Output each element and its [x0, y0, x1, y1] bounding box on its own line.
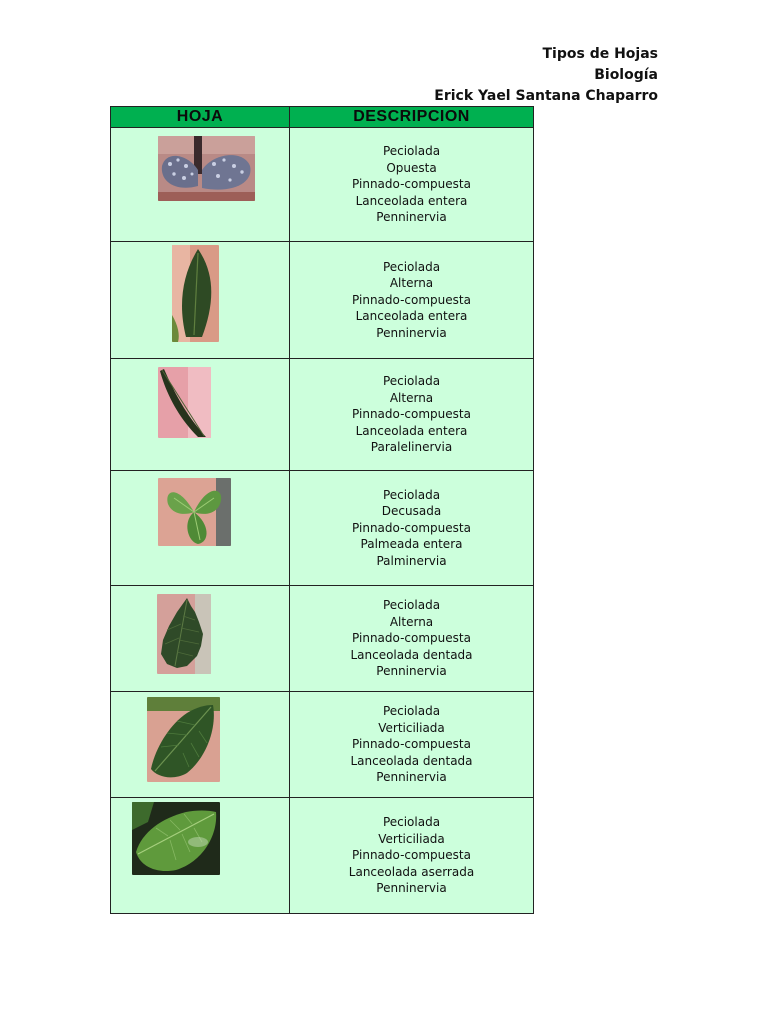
description-line: Paralelinervia [370, 440, 453, 455]
description-line: Lanceolada entera [355, 423, 468, 438]
description-line: Peciolada [382, 374, 441, 389]
description-line: Pinnado-compuesta [352, 520, 471, 535]
leaf-photo-three-lobed [158, 478, 231, 546]
leaf-image-cell [111, 359, 290, 471]
header-subject: Biología [594, 67, 658, 83]
description-line: Peciolada [382, 487, 441, 502]
leaf-image-cell [111, 242, 290, 359]
description-line: Palmeada entera [360, 537, 463, 552]
header-title: Tipos de Hojas [542, 46, 658, 62]
description-line: Pinnado-compuesta [352, 631, 471, 646]
description-line: Palminervia [376, 553, 447, 568]
description-line: Peciolada [382, 259, 441, 274]
description-line: Penninervia [376, 210, 447, 225]
description-line: Verticiliada [378, 720, 445, 735]
description-line: Peciolada [382, 815, 441, 830]
leaf-description-cell [290, 692, 534, 798]
leaf-image-cell [111, 128, 290, 242]
table-header-row [111, 107, 534, 128]
leaf-photo-serrated-dark [157, 594, 211, 674]
description-line: Decusada [381, 504, 442, 519]
description-line: Penninervia [376, 881, 447, 896]
description-line: Pinnado-compuesta [352, 407, 471, 422]
leaf-description-cell [290, 242, 534, 359]
leaf-description-cell [290, 798, 534, 914]
description-line: Opuesta [386, 160, 437, 175]
leaf-photo-broad-serrated [147, 697, 220, 782]
description-line: Pinnado-compuesta [352, 292, 471, 307]
description-line: Alterna [389, 614, 434, 629]
description-line: Lanceolada dentada [350, 647, 473, 662]
leaf-photo-narrow-dark [158, 367, 211, 438]
column-header-hoja: HOJA [111, 107, 290, 128]
description-line: Lanceolada dentada [350, 753, 473, 768]
description-line: Alterna [389, 276, 434, 291]
description-line: Lanceolada entera [355, 193, 468, 208]
description-line: Pinnado-compuesta [352, 737, 471, 752]
leaf-types-table [110, 106, 534, 914]
leaf-description-cell [290, 128, 534, 242]
description-line: Verticiliada [378, 831, 445, 846]
table-row [111, 471, 534, 586]
column-header-descripcion: DESCRIPCION [290, 107, 534, 128]
table-row [111, 586, 534, 692]
leaf-description-cell [290, 359, 534, 471]
description-line: Lanceolada entera [355, 309, 468, 324]
document-header [434, 44, 658, 107]
description-line: Penninervia [376, 325, 447, 340]
description-line: Alterna [389, 390, 434, 405]
description-line: Pinnado-compuesta [352, 848, 471, 863]
leaf-photo-dark-pointed [172, 245, 219, 342]
description-line: Peciolada [382, 598, 441, 613]
table-row [111, 798, 534, 914]
leaf-image-cell [111, 586, 290, 692]
description-line: Lanceolada aserrada [348, 864, 475, 879]
table-row [111, 242, 534, 359]
description-line: Peciolada [382, 704, 441, 719]
leaf-description-cell [290, 471, 534, 586]
table-row [111, 128, 534, 242]
header-author: Erick Yael Santana Chaparro [434, 88, 658, 104]
leaf-description-cell [290, 586, 534, 692]
table-row [111, 359, 534, 471]
description-line: Penninervia [376, 664, 447, 679]
leaf-photo-rose-leaf [132, 802, 220, 875]
description-line: Pinnado-compuesta [352, 177, 471, 192]
leaf-photo-spotted-pair [158, 136, 255, 201]
leaf-image-cell [111, 798, 290, 914]
leaf-image-cell [111, 471, 290, 586]
description-line: Penninervia [376, 770, 447, 785]
table-row [111, 692, 534, 798]
leaf-image-cell [111, 692, 290, 798]
description-line: Peciolada [382, 144, 441, 159]
